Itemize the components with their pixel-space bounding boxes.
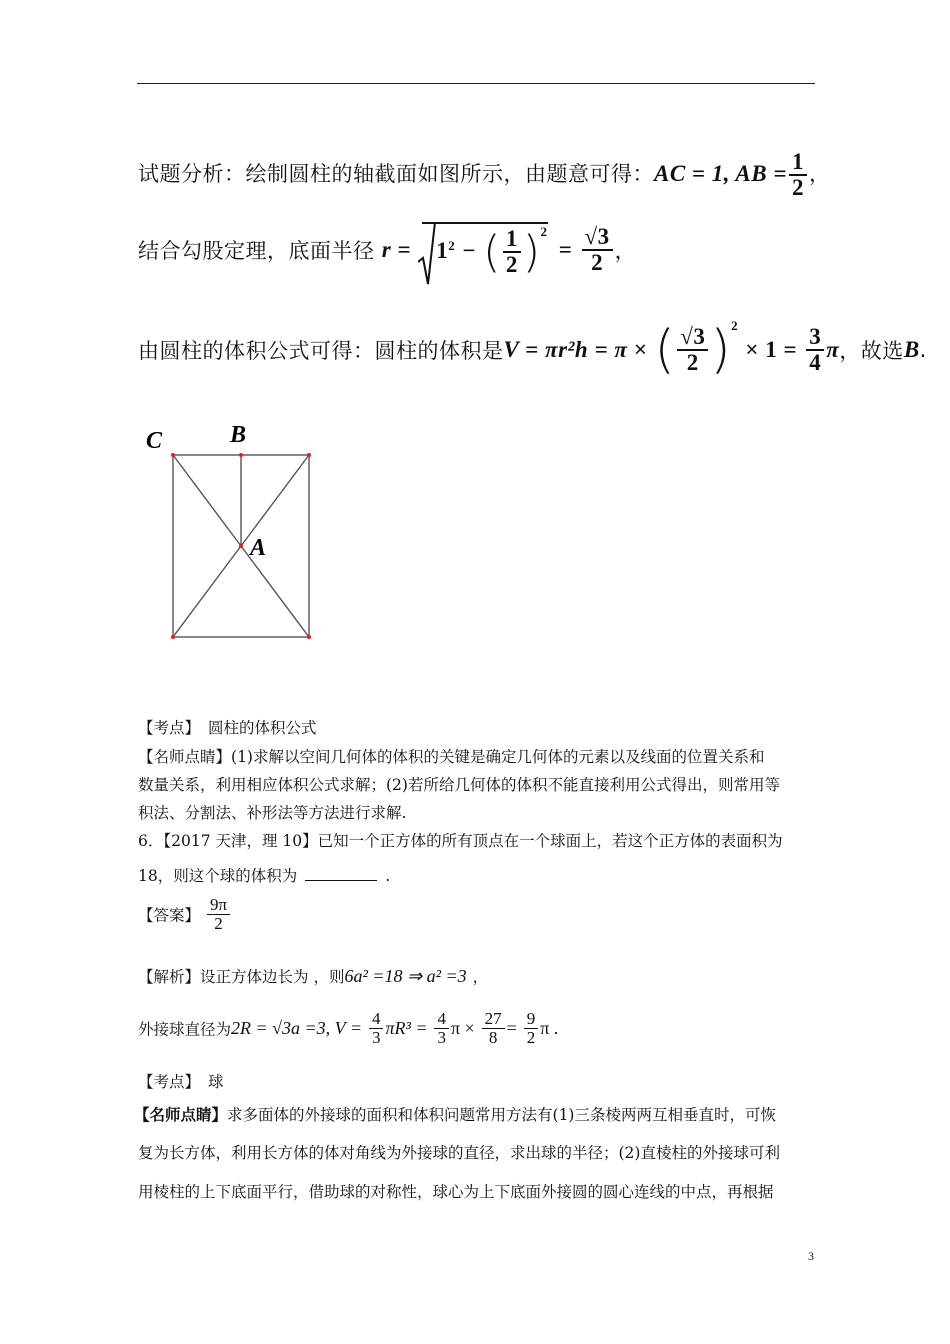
mingshi-q5-line1: 【名师点睛】(1)求解以空间几何体的体积的关键是确定几何体的元素以及线面的位置关系和 [138,748,765,766]
mingshi-q6-line2: 复为长方体，利用长方体的体对角线为外接球的直径，求出球的半径；(2)直棱柱的外接球可利 [138,1144,780,1162]
q6-diameter-line: 外接球直径为2R = √3a =3, V = $\frac{4}{3}$ πR³ = $\frac{4}{3}$ π × $\frac{27}{8}$ = $\frac{9}{2}$ π . [138,1009,559,1047]
answer-fraction: $\frac{9\pi}{2}$ [207,896,230,933]
sqrt-expression: $1^2$ − ( $\frac{1}{2}$ )$^2$ [422,222,547,278]
point-a [239,544,243,548]
fraction-sqrt3-over-2: $\frac{√3}{2}$ [582,225,613,275]
analysis-math-1: AC = 1, AB = [654,161,787,187]
analysis-line-2: 结合勾股定理，底面半径 r = $1^2$ − ( $\frac{1}{2}$ )$^2$ = $\frac{√3}{2}$ ， [138,222,636,284]
header-rule [137,83,815,84]
analysis-line-3: 由圆柱的体积公式可得：圆柱的体积是V = πr²h = π × ( $\frac{√3}{2}$ )$^2$ × 1 = $\frac{3}{4}$ π，故选B. [138,318,927,380]
q6-answer: 【答案】 $\frac{9\pi}{2}$ [138,896,232,944]
fraction-half: $\frac{1}{2}$ [789,150,807,200]
mingshi-q5-line2: 数量关系，利用相应体积公式求解；(2)若所给几何体的体积不能直接利用公式得出，则常用等 [138,776,780,794]
point-bottom-right [307,635,311,639]
analysis-line-1: 试题分析：绘制圆柱的轴截面如图所示，由题意可得：AC = 1, AB = $\frac{1}{2}$ ， [138,149,831,201]
analysis-text-3: 由圆柱的体积公式可得：圆柱的体积是 [138,339,504,363]
point-c [171,453,175,457]
kaodian-q5: 【考点】 圆柱的体积公式 [138,719,317,737]
point-bottom-left [171,635,175,639]
radical-sign [418,222,436,286]
cylinder-axial-section-figure [140,415,330,650]
point-b [239,453,243,457]
kaodian-q6: 【考点】 球 [138,1073,224,1091]
answer-blank [305,880,377,881]
point-top-right [307,453,311,457]
mingshi-q6-line3: 用棱柱的上下底面平行，借助球的对称性，球心为上下底面外接圆的圆心连线的中点，再根据 [138,1183,774,1201]
analysis-text-2: 结合勾股定理，底面半径 [138,238,375,263]
mingshi-q6-line1: 【名师点睛】求多面体的外接球的面积和体积问题常用方法有(1)三条棱两两互相垂直时，可恢 [134,1105,776,1124]
q6-stem-line2: 18，则这个球的体积为 . [138,867,391,885]
label-b: B [230,422,247,448]
page-number: 3 [808,1249,814,1263]
label-a: A [250,535,267,561]
analysis-text-1: 试题分析：绘制圆柱的轴截面如图所示，由题意可得： [138,162,654,187]
q6-stem-line1: 6．【2017 天津，理 10】已知一个正方体的所有顶点在一个球面上，若这个正方体的表面积为 [138,832,783,850]
mingshi-q5-line3: 积法、分割法、补形法等方法进行求解. [138,804,407,822]
q6-jiexi: 【解析】设正方体边长为 ，则6a² =18 ⇒ a² =3 ， [138,966,489,986]
label-c: C [146,428,163,454]
fraction-three-quarters: $\frac{3}{4}$ [806,325,824,375]
